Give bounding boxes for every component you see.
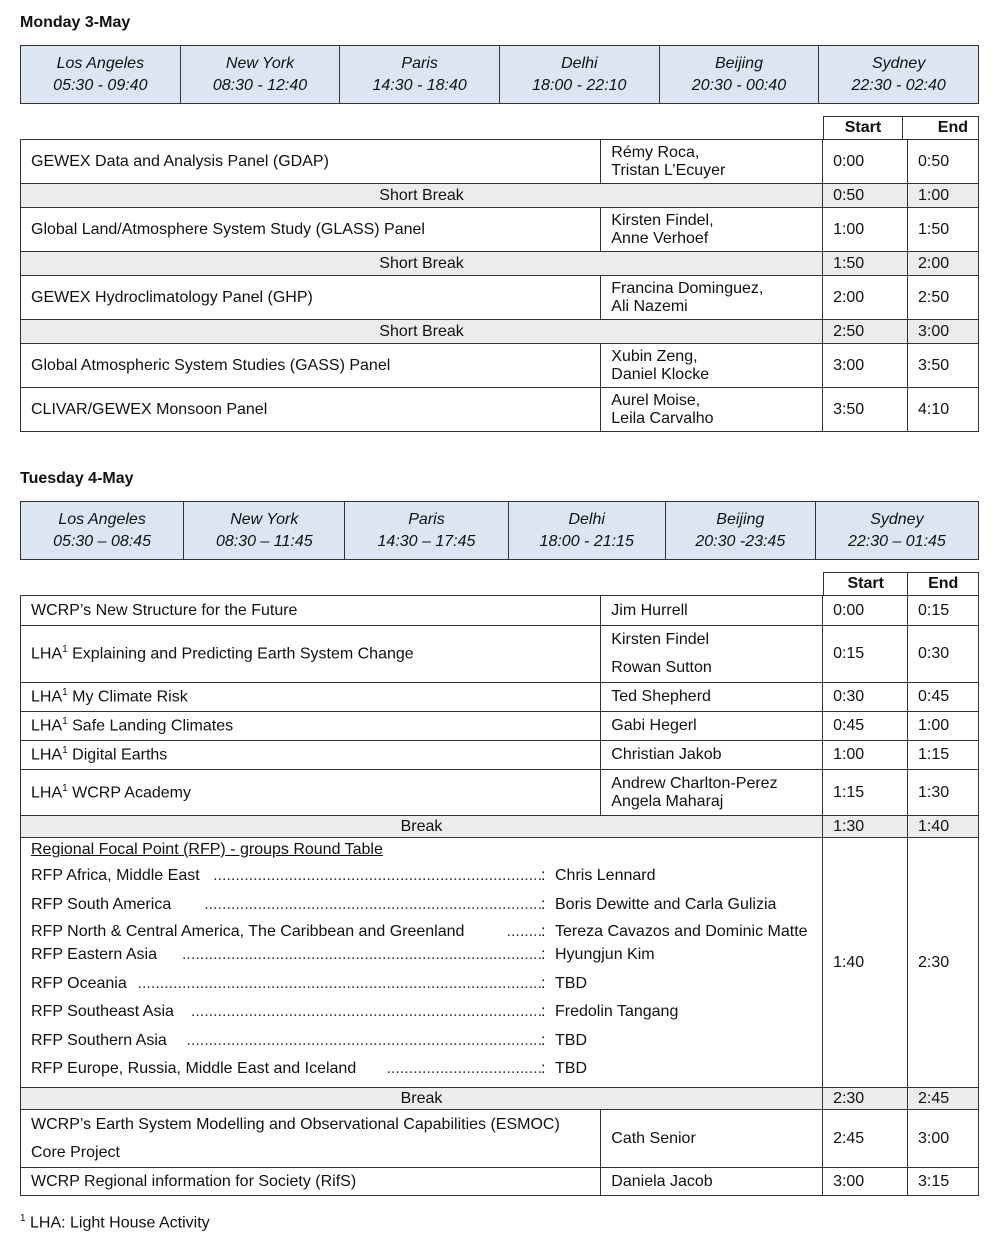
session-row xyxy=(21,208,979,252)
timezone-cell: Beijing 20:30 - 00:40 xyxy=(659,46,819,104)
session-start: 1:15 xyxy=(823,770,908,816)
rfp-heading: Regional Focal Point (RFP) - groups Round Table xyxy=(31,841,383,858)
session-speaker: Jim Hurrell xyxy=(601,596,823,626)
session-start: 0:15 xyxy=(823,626,908,683)
session-end: 3:15 xyxy=(908,1168,979,1196)
session-end: 1:00 xyxy=(908,712,979,741)
session-end: 2:50 xyxy=(908,276,979,320)
session-start: 1:00 xyxy=(823,741,908,770)
session-row xyxy=(21,1110,979,1168)
session-speakers: Aurel Moise, Leila Carvalho xyxy=(601,388,823,432)
session-start: 0:00 xyxy=(823,596,908,626)
session-speaker: Cath Senior xyxy=(601,1110,823,1168)
session-speakers: Rémy Roca, Tristan L’Ecuyer xyxy=(601,140,823,184)
break-start: 2:30 xyxy=(823,1088,908,1110)
session-speaker: Daniela Jacob xyxy=(601,1168,823,1196)
timezone-table-tuesday xyxy=(20,501,979,560)
break-end: 1:40 xyxy=(908,816,979,838)
rfp-round-table-row xyxy=(21,838,979,1088)
session-end: 0:45 xyxy=(908,683,979,712)
session-end: 0:30 xyxy=(908,626,979,683)
session-end: 0:50 xyxy=(908,140,979,184)
break-row xyxy=(21,1088,979,1110)
session-end: 1:15 xyxy=(908,741,979,770)
session-title: Global Land/Atmosphere System Study (GLASS) Panel xyxy=(21,208,601,252)
session-title: Global Atmospheric System Studies (GASS) Panel xyxy=(21,344,601,388)
rfp-item: RFP Southeast Asia ............................................................................... : Fredolin Tangang xyxy=(31,1003,679,1020)
end-header: End xyxy=(902,117,978,140)
session-start: 1:00 xyxy=(823,208,908,252)
day-title-monday: Monday 3-May xyxy=(20,14,131,31)
break-label: Short Break xyxy=(21,184,823,208)
session-end: 0:15 xyxy=(908,596,979,626)
session-row xyxy=(21,626,979,683)
break-end: 1:00 xyxy=(908,184,979,208)
break-start: 1:30 xyxy=(823,816,908,838)
rfp-block xyxy=(21,838,823,1088)
session-title: LHA$^1$ Safe Landing Climates xyxy=(21,712,601,741)
session-title: GEWEX Hydroclimatology Panel (GHP) xyxy=(21,276,601,320)
session-title: LHA$^1$ Explaining and Predicting Earth System Change xyxy=(21,626,601,683)
break-end: 2:45 xyxy=(908,1088,979,1110)
timezone-cell: Delhi 18:00 - 21:15 xyxy=(508,502,665,560)
session-end: 3:00 xyxy=(908,1110,979,1168)
break-label: Break xyxy=(21,816,823,838)
timezone-table-monday xyxy=(20,45,979,104)
session-title: CLIVAR/GEWEX Monsoon Panel xyxy=(21,388,601,432)
break-start: 2:50 xyxy=(823,320,908,344)
session-row xyxy=(21,683,979,712)
timezone-cell: Los Angeles 05:30 - 09:40 xyxy=(21,46,181,104)
timezone-cell: Beijing 20:30 -23:45 xyxy=(665,502,815,560)
session-title: LHA$^1$ My Climate Risk xyxy=(21,683,601,712)
session-end: 3:50 xyxy=(908,344,979,388)
timezone-cell: New York 08:30 - 12:40 xyxy=(180,46,340,104)
break-row xyxy=(21,320,979,344)
session-title: WCRP’s New Structure for the Future xyxy=(21,596,601,626)
rfp-item: RFP Europe, Russia, Middle East and Iceland ................................... : TBD xyxy=(31,1060,587,1077)
footnote: $^1$ LHA: Light House Activity xyxy=(20,1213,210,1232)
session-start: 3:00 xyxy=(823,1168,908,1196)
timezone-cell: Paris 14:30 – 17:45 xyxy=(345,502,508,560)
session-row xyxy=(21,140,979,184)
start-header: Start xyxy=(824,117,903,140)
break-label: Short Break xyxy=(21,320,823,344)
session-speaker: Gabi Hegerl xyxy=(601,712,823,741)
session-end: 1:30 xyxy=(908,770,979,816)
time-header-monday xyxy=(823,116,979,139)
break-end: 3:00 xyxy=(908,320,979,344)
session-end: 4:10 xyxy=(908,388,979,432)
session-title: WCRP’s Earth System Modelling and Observational Capabilities (ESMOC) Core Project xyxy=(21,1110,601,1168)
session-row xyxy=(21,1168,979,1196)
session-title: GEWEX Data and Analysis Panel (GDAP) xyxy=(21,140,601,184)
time-header-tuesday xyxy=(823,572,979,595)
timezone-cell: Sydney 22:30 – 01:45 xyxy=(815,502,978,560)
timezone-cell: Los Angeles 05:30 – 08:45 xyxy=(21,502,184,560)
session-speakers: Andrew Charlton-Perez Angela Maharaj xyxy=(601,770,823,816)
session-start: 3:00 xyxy=(823,344,908,388)
session-title: WCRP Regional information for Society (RifS) xyxy=(21,1168,601,1196)
session-end: 1:50 xyxy=(908,208,979,252)
end-header: End xyxy=(908,573,979,596)
rfp-item: RFP Africa, Middle East .......................................................................... : Chris Lennard xyxy=(31,867,656,884)
timezone-cell: Paris 14:30 - 18:40 xyxy=(340,46,500,104)
rfp-item: RFP South America ............................................................................ : Boris Dewitte and Carla Gulizia xyxy=(31,895,777,913)
session-row xyxy=(21,770,979,816)
timezone-cell: Sydney 22:30 - 02:40 xyxy=(819,46,979,104)
schedule-table-monday xyxy=(20,139,979,432)
session-row xyxy=(21,344,979,388)
session-speakers: Francina Dominguez, Ali Nazemi xyxy=(601,276,823,320)
session-row xyxy=(21,741,979,770)
day-title-tuesday: Tuesday 4-May xyxy=(20,470,134,487)
break-start: 1:50 xyxy=(823,252,908,276)
break-row xyxy=(21,184,979,208)
session-speakers: Kirsten Findel, Anne Verhoef xyxy=(601,208,823,252)
rfp-item: RFP Oceania ........................................................................................... : TBD xyxy=(31,974,587,992)
session-start: 2:45 xyxy=(823,1110,908,1168)
session-row xyxy=(21,388,979,432)
timezone-cell: Delhi 18:00 - 22:10 xyxy=(499,46,659,104)
session-speaker: Ted Shepherd xyxy=(601,683,823,712)
session-start: 0:30 xyxy=(823,683,908,712)
session-speakers: Xubin Zeng, Daniel Klocke xyxy=(601,344,823,388)
session-row xyxy=(21,276,979,320)
timezone-cell: New York 08:30 – 11:45 xyxy=(184,502,345,560)
rfp-item: RFP North & Central America, The Caribbean and Greenland ........ : Tereza Cavazos and Dominic Matte xyxy=(31,923,808,940)
session-title: LHA$^1$ WCRP Academy xyxy=(21,770,601,816)
rfp-item: RFP Eastern Asia ................................................................................. : Hyungjun Kim xyxy=(31,946,655,963)
session-row xyxy=(21,712,979,741)
rfp-start: 1:40 xyxy=(823,838,908,1088)
break-label: Short Break xyxy=(21,252,823,276)
break-row xyxy=(21,252,979,276)
start-header: Start xyxy=(824,573,908,596)
session-start: 0:45 xyxy=(823,712,908,741)
rfp-item: RFP Southern Asia ................................................................................ : TBD xyxy=(31,1031,587,1049)
rfp-end: 2:30 xyxy=(908,838,979,1088)
break-label: Break xyxy=(21,1088,823,1110)
session-start: 3:50 xyxy=(823,388,908,432)
break-start: 0:50 xyxy=(823,184,908,208)
session-speakers: Kirsten Findel Rowan Sutton xyxy=(601,626,823,683)
session-start: 2:00 xyxy=(823,276,908,320)
break-end: 2:00 xyxy=(908,252,979,276)
schedule-table-tuesday xyxy=(20,595,979,1196)
break-row xyxy=(21,816,979,838)
session-row xyxy=(21,596,979,626)
session-start: 0:00 xyxy=(823,140,908,184)
session-speaker: Christian Jakob xyxy=(601,741,823,770)
session-title: LHA$^1$ Digital Earths xyxy=(21,741,601,770)
